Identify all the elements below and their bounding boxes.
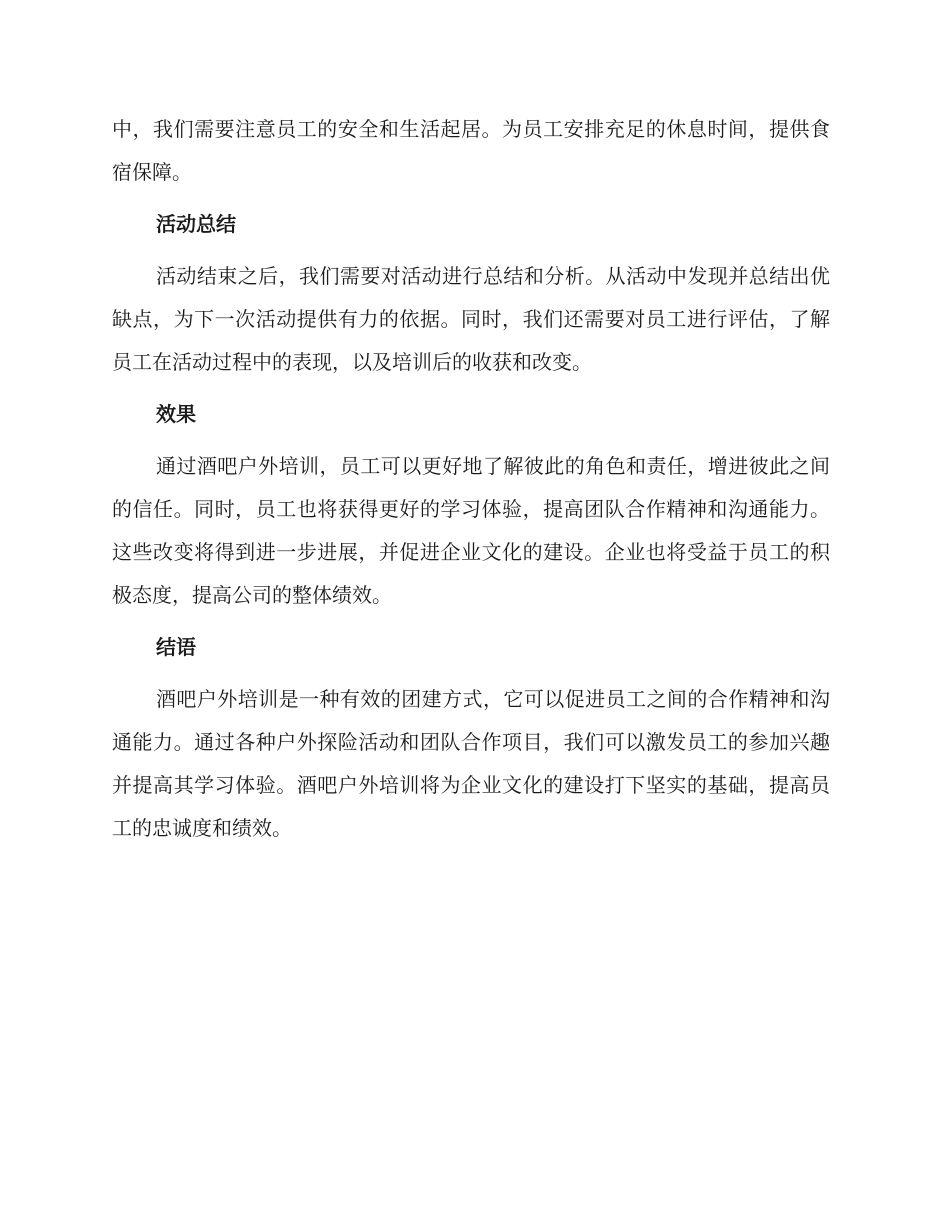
section-body-effect: 通过酒吧户外培训，员工可以更好地了解彼此的角色和责任，增进彼此之间的信任。同时，员工也将获得更好的学习体验，提高团队合作精神和沟通能力。这些改变将得到进一步进展，并促进企业文化的建设。企业也将受益于员工的积极态度，提高公司的整体绩效。 (112, 454, 830, 607)
section-body-conclusion: 酒吧户外培训是一种有效的团建方式，它可以促进员工之间的合作精神和沟通能力。通过各种户外探险活动和团队合作项目，我们可以激发员工的参加兴趣并提高其学习体验。酒吧户外培训将为企业文化的建设打下坚实的基础，提高员工的忠诚度和绩效。 (112, 687, 830, 840)
section-body-summary: 活动结束之后，我们需要对活动进行总结和分析。从活动中发现并总结出优缺点，为下一次活动提供有力的依据。同时，我们还需要对员工进行评估，了解员工在活动过程中的表现，以及培训后的收获和改变。 (112, 264, 830, 374)
section-heading-effect: 效果 (156, 402, 196, 426)
document-page (112, 108, 830, 850)
intro-paragraph: 中，我们需要注意员工的安全和生活起居。为员工安排充足的休息时间，提供食宿保障。 (112, 117, 830, 184)
section-heading-summary: 活动总结 (156, 212, 236, 236)
section-heading-conclusion: 结语 (156, 635, 196, 659)
